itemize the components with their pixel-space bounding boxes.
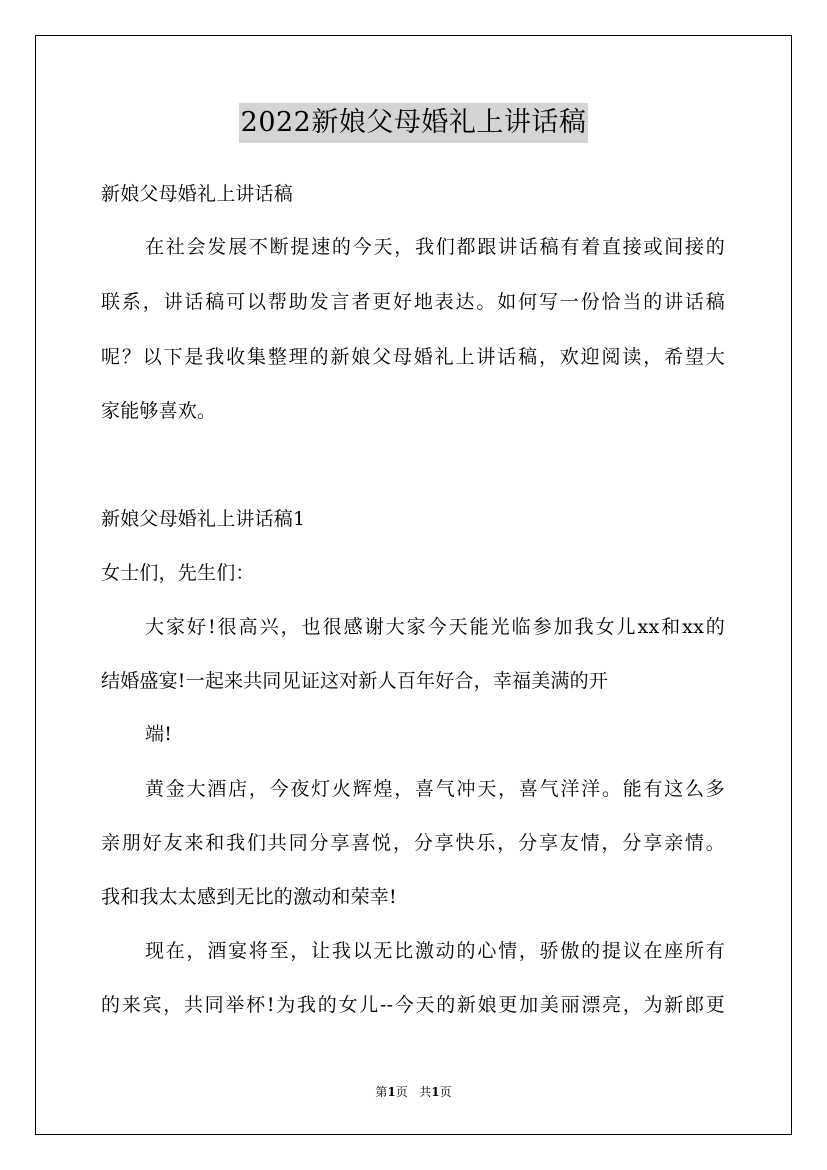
section-heading: 新娘父母婚礼上讲话稿1 — [101, 508, 306, 530]
paragraph-line: 的来宾，共同举杯!为我的女儿--今天的新娘更加美丽漂亮，为新郎更 — [101, 994, 725, 1016]
paragraph-line: 在社会发展不断提速的今天，我们都跟讲话稿有着直接或间接的 — [145, 236, 725, 258]
document-title: 2022新娘父母婚礼上讲话稿 — [239, 103, 589, 143]
paragraph-line: 结婚盛宴!一起来共同见证这对新人百年好合，幸福美满的开 — [101, 670, 609, 692]
paragraph-line: 呢？以下是我收集整理的新娘父母婚礼上讲话稿，欢迎阅读，希望大 — [101, 346, 725, 368]
paragraph-line: 我和我太太感到无比的激动和荣幸! — [101, 886, 397, 908]
paragraph-line: 大家好!很高兴，也很感谢大家今天能光临参加我女儿xx和xx的 — [145, 616, 725, 638]
paragraph-line: 黄金大酒店，今夜灯火辉煌，喜气冲天，喜气洋洋。能有这么多 — [145, 778, 725, 800]
subtitle-line: 新娘父母婚礼上讲话稿 — [101, 183, 294, 205]
paragraph-line: 端! — [145, 723, 173, 745]
footer-page-unit: 页 — [395, 1085, 408, 1099]
footer-total-unit: 页 — [439, 1085, 452, 1099]
salutation-line: 女士们，先生们： — [101, 562, 255, 584]
footer-total-pages: 1 — [431, 1085, 440, 1099]
footer-page-number: 1 — [387, 1085, 396, 1099]
footer-total-prefix: 共 — [419, 1085, 432, 1099]
paragraph-line: 家能够喜欢。 — [101, 400, 217, 422]
paragraph-line: 现在，酒宴将至，让我以无比激动的心情，骄傲的提议在座所有 — [145, 940, 725, 962]
paragraph-line: 亲朋好友来和我们共同分享喜悦，分享快乐，分享友情，分享亲情。 — [101, 832, 725, 854]
title-container — [0, 103, 827, 143]
footer-prefix: 第 — [375, 1085, 388, 1099]
paragraph-line: 联系，讲话稿可以帮助发言者更好地表达。如何写一份恰当的讲话稿 — [101, 291, 725, 313]
page-footer — [0, 1084, 827, 1100]
